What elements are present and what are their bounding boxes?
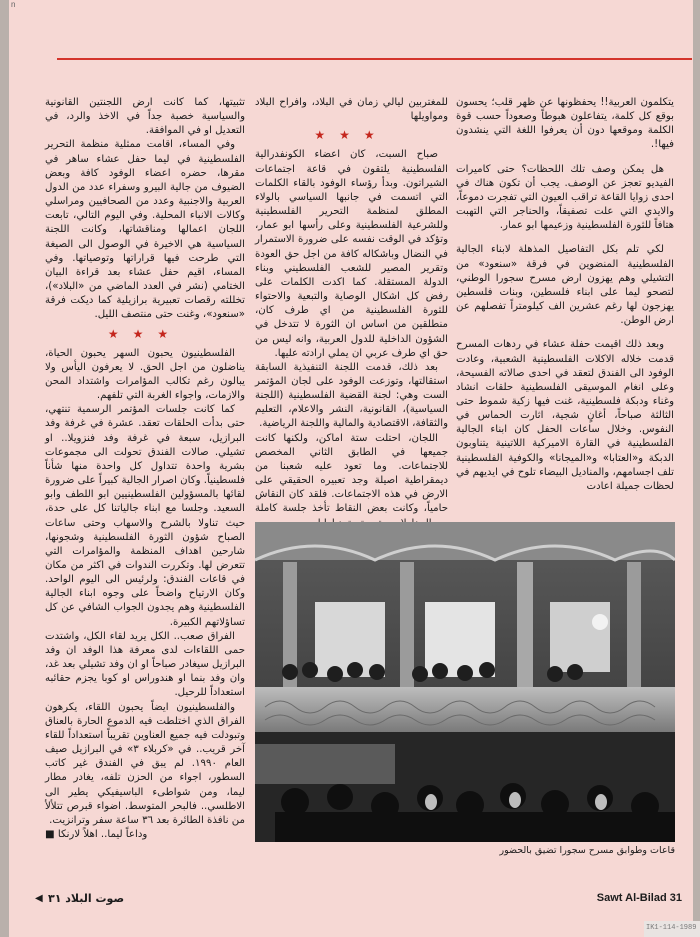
closing-line: وداعاً ليما.. اهلاً لارنكا ■: [45, 828, 148, 840]
paragraph: وفي المساء، اقامت ممثلية منظمة التحرير الفلسطينية في ليما حفل عشاء ساهر في مقرها، حضره اعضاء الوفود كافة وبعض الضيوف من جالية البيرو وسفراء عدد من الدول العربية والاجنبية وعدد من الصحافيين ومراسلي وكالات الانباء المحلية. وفي اليوم التالي، تابعت اللجان اعمالها ومناقشاتها، وكانت اللجنة السياسية هي الاخيرة في الوصول الى الصيغة التي طرحت فيها قراراتها وتوصياتها. وفي المساء، اقيم حفل عشاء بعد قراءة البيان الختامي (نشر في العدد الماضي من «البلاد»)، تخللته رقصات تعبيرية برازيلية كما ديكت فرقة «سنعود»، وغنت حتى منتصف الليل.: [45, 139, 245, 321]
page-number-ar: ٣١: [48, 892, 62, 905]
photo-caption: قاعات وطوابق مسرح سجورا تضيق بالحضور: [499, 845, 675, 856]
paragraph: الفراق صعب.. الكل يريد لقاء الكل، واشتدت حمى اللقاءات لدى معرفة هذا الوفد ان وفد البرازيل سيغادر صباحاً او ان وفد تشيلي بعد غد، وان وفد بنما او هندوراس او كوبا يجزم حقائبه استعداداً للرحيل.: [45, 630, 245, 699]
corner-marker: n: [11, 0, 16, 9]
article-column-right: [456, 96, 674, 494]
section-divider-stars: ★★★: [107, 326, 183, 341]
paragraph: تثبيتها، كما كانت ارض اللجنتين القانونية والسياسية خصبة جداً في الاخذ والرد، في التعديل او في الموافقة.: [45, 97, 245, 137]
paragraph: وبعد ذلك اقيمت حفلة عشاء في ردهات المسرح قدمت خلاله الاكلات الفلسطينية الشعبية، وعادت الوفود الى الفندق لتعقد في احدى صالاته الفسيحة، وعلى انغام الموسيقى الفلسطينية حلقات انشاد وغناء ودبكة فلسطينية، غنت فيها زكية شموط حتى الثالثة صباحاً، أغانٍ شجية، اثارت الحماس في النفوس. وخلال ساعات الحفل كان ابناء الجالية الفلسطينية في القارة الاميركية اللاتينية يتناوبون الدبكة و«العتابا» و«الميجانا» والكوفية الفلسطينية تلف اجسامهم، والمناديل البيضاء تلوح في ايديهم في لحظات جميلة اعادت: [456, 339, 674, 492]
magazine-name-en: Sawt Al-Bilad: [596, 892, 667, 904]
magazine-name-ar: صوت البلاد: [65, 892, 125, 905]
archive-label: [644, 921, 700, 937]
footer-magazine-name-ar: [48, 892, 124, 905]
paragraph: والفلسطينيون ايضاً يحبون اللقاء، يكرهون الفراق الذي اختلطت فيه الدموع الحارة بالعناق وتبودلت فيه جميع العناوين تقريباً استعداداً للقاء آخر قريب.. في «كربلاء ٣» في البرازيل صيف العام ١٩٩٠. لم يبق في الفندق غير كاتب السطور، اجواء من الحزن تلفه، يغادر مطار ليما، ومن شواطىء الباسيفيكي يطير الى الاطلسي.. فالبحر المتوسط. اضواء قبرص تتلألأ من نافذة الطائرة بعد ٣٦ ساعة سفر وترانزيت.: [45, 701, 245, 826]
theater-audience-photo: [255, 522, 675, 842]
paragraph: للمغتربين ليالي زمان في البلاد، وافراح البلاد ومواويلها: [255, 97, 448, 123]
archive-label-text: IK1-114-1989: [646, 924, 697, 932]
page-number: 31: [669, 892, 682, 904]
photo-illustration: [255, 522, 675, 842]
article-column-left: [45, 96, 245, 842]
paragraph: كما كانت جلسات المؤتمر الرسمية تنتهي، حتى بدأت الحلقات تعقد. عشرة في غرفة وفد البرازيل، سبعة في غرفة وفد فنزويلا.. او تشيلي. صالات الفندق تحولت الى مجموعات بشرية واحدة تتداول كل واحدة منها شأناً فلسطينياً. وكان اصرار الجالية كبيراً على ضرورة لقائها بالمسؤولين الفلسطينيين ابو اللطف وابو السعيد. وجلسا مع ابناء جالياتنا كل على حدة، حيث تناولا بالشرح والاسهاب وحتى ساعات الصباح شؤون الثورة الفلسطينية وشجونها، شارحين اهداف المنظمة والمؤامرات التي تتعرض لها. وتكررت الندوات في اكثر من مكان في قاعات الفندق: ولرئيس الى اليوم الواحد. وكان الارتياح واضحاً على وجوه ابناء الجالية الفلسطينية وهم يجدون الجواب الشافي عن كل تساؤلاتهم الكبيرة.: [45, 404, 245, 628]
footer-magazine-name-en: [597, 892, 682, 904]
paragraph: بعد ذلك، قدمت اللجنة التنفيذية السابقة استقالتها، وتوزعت الوفود على لجان المؤتمر الست وهي: لجنة القضية الفلسطينية (اللجنة السياسية)، القانونية، النشر والاعلام، التعليم والثقافة، الاقتصادية والمالية واللجنة الرياضية.: [255, 361, 448, 430]
header-rule: [57, 58, 692, 60]
paragraph: صباح السبت، كان اعضاء الكونفدرالية الفلسطينية يلتقون في قاعة اجتماعات الشيراتون. وبدأ رؤساء الوفود بالقاء الكلمات التي اتسمت في جانبها السياسي بالولاء المطلق لمنظمة التحرير الفلسطينية وللشرعية الفلسطينية وعلى رأسها ابو عمار، وتؤكد في الوقت نفسه على ضرورة الاستمرار في النضال وباشكاله كافة من اجل حق العودة وتقرير المصير للشعب الفلسطيني وبناء الدولة المستقلة. كما اكدت الكلمات على رفض كل اشكال الوصاية والتبعية والاحتواء للثورة الفلسطينية من اي طرف كان، منطلقين من اساس ان الثورة لا تتدخل في الشؤون الداخلية للدول العربية، وانه ليس من حق اي طرف عربي ان يملي ارادته عليها.: [255, 149, 448, 359]
section-divider-stars: ★★★: [314, 128, 389, 143]
paragraph: اللجان، احتلت ستة اماكن، ولكنها كانت جميعها في الطابق الثاني المخصص للاجتماعات. وما تعود عليه شعبنا من ديمقراطية اصيلة وجد تعبيره الحقيقي على الارض في هذه الاجتماعات. فلقد كان النقاش حامياً، وكانت بعض النقاط تأخذ جلسة كاملة: [255, 432, 448, 515]
page-arrow-icon: ◀: [35, 893, 43, 904]
paragraph: هل يمكن وصف تلك اللحظات؟ حتى كاميرات الفيديو تعجز عن الوصف. يجب أن تكون هناك في احدى زوايا القاعة تراقب العيون التي تفجرت دموعاً، والايدي التي علت تصفيقاً، والحناجر التي التهبت هتافاً للثورة الفلسطينية وزعيمها ابو عمار.: [456, 163, 674, 232]
paragraph: يتكلمون العربية!! يحفظونها عن ظهر قلب؛ يحسون بوقع كل كلمة، يتفاعلون هبوطاً وصعوداً حسب قوة الكلمة وموقعها دون أن يعرفوا اللغة التي ينشدون فيها!.: [456, 97, 674, 151]
paragraph: لكي تلم بكل التفاصيل المذهلة لابناء الجالية الفلسطينية المنضوين في فرقة «سنعود» من التشيلي وهم يهزون ارض مسرح سجورا الوطني، لتصحو ليما على ابناء فلسطين، وبنات فلسطين يهزجون لها رغم عشرين الف كيلومتراً تفصلهم عن ارض الوطن.: [456, 244, 674, 327]
paragraph: الفلسطينيون يحبون السهر يحبون الحياة، يناضلون من اجل الحق. لا يعرفون اليأس ولا يبالون رغم تكالب المؤامرات واشتداد المحن والازمات، واجواء الغربة التي تلفهم.: [45, 347, 245, 402]
article-column-middle: [255, 96, 448, 531]
